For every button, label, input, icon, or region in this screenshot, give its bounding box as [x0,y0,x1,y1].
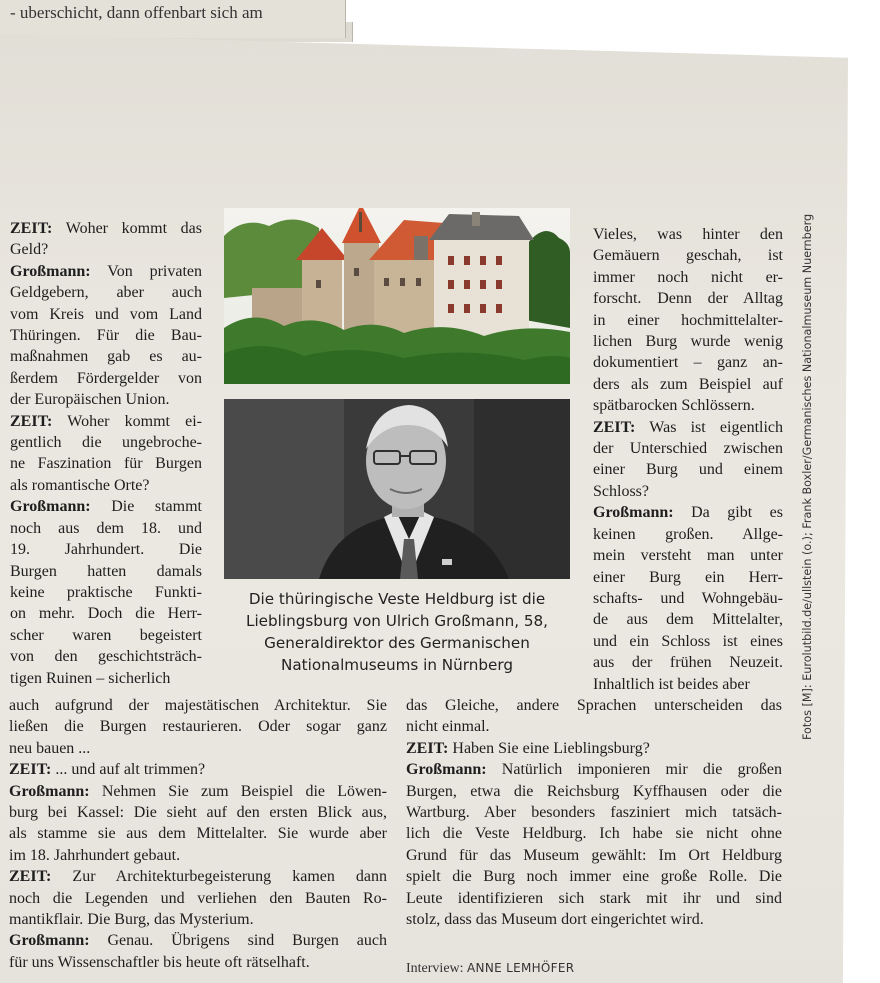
line-text: ders als zum Beispiel auf [593,375,783,393]
caption-line: Generaldirektor des Germanischen [264,634,530,652]
line-text: Da gibt es [673,504,783,522]
line-text: mein versteht man unter [593,547,783,565]
text-line [10,496,202,517]
text-line [593,310,783,331]
text-line [593,331,783,352]
text-line [10,389,202,410]
text-line [10,582,202,603]
text-line [593,674,783,695]
line-text: einer Burg und einem [593,461,783,479]
line-text: Die stammt [90,498,202,516]
left-column [10,218,202,689]
text-line [406,909,782,930]
text-line [406,866,782,887]
line-text: keinen großen. Allge- [593,525,783,543]
speaker-label: ZEIT: [9,761,52,779]
line-text: Wartburg. Aber besonders fasziniert mich tatsäch- [406,804,782,822]
line-text: tigen Ruinen – sicherlich [10,669,171,687]
line-text: als romantische Orte? [10,476,150,494]
text-line [593,545,783,566]
caption-line: Die thüringische Veste Heldburg ist die [248,590,546,608]
line-text: burg bei Kassel: Die sieht auf den ersten Blick aus, [9,804,387,822]
byline [406,961,574,977]
text-line [10,668,202,689]
text-line [9,888,387,909]
line-text: von den geschichtsträch- [10,648,202,666]
text-line [593,502,783,523]
text-line [593,438,783,459]
text-line [9,738,387,759]
speaker-label: Großmann: [10,262,91,280]
text-line [406,845,782,866]
text-line [10,368,202,389]
line-text: Geldgebern, aber auch [10,284,202,302]
speaker-label: Großmann: [9,932,90,950]
text-line [10,261,202,282]
speaker-label: ZEIT: [10,220,53,237]
text-line [593,395,783,416]
line-text: Burgen, etwa die Reichsburg Kyffhausen oder die [406,782,782,800]
speaker-label: ZEIT: [593,418,636,436]
text-line [593,374,783,395]
speaker-label: ZEIT: [10,412,53,430]
text-line [10,325,202,346]
castle-photo [224,208,570,384]
text-line [406,738,782,759]
background-clipping-text: - uberschicht, dann offenbart sich am [10,3,263,22]
speaker-label: Großmann: [406,761,487,779]
line-text: und ein Schloss ist eines [593,632,783,650]
text-line [406,759,782,780]
line-text: schafts- und Wohngebäu- [593,589,783,607]
text-line [593,567,783,588]
text-line [9,716,387,737]
line-text: dokumentiert – ganz an- [593,354,783,372]
line-text: Gemäuern geschah, ist [593,247,783,265]
line-text: Thüringen. Für die Bau- [10,327,202,345]
line-text: aus der frühen Neuzeit. [593,654,783,672]
text-line [593,267,783,288]
portrait-photo [224,399,570,579]
line-text: immer noch nicht er- [593,268,783,286]
line-text: Inhaltlich ist beides aber [593,675,750,693]
text-line [10,561,202,582]
text-line [593,588,783,609]
right-column-top [593,224,783,695]
text-line [10,603,202,624]
line-text: im 18. Jahrhundert gebaut. [9,846,181,864]
text-line [593,288,783,309]
line-text: 19. Jahrhundert. Die [10,541,202,559]
background-clipping [0,0,346,38]
portrait-illustration [224,399,570,579]
line-text: Grund für das Museum gewählt: Im Ort Heldburg [406,846,782,864]
line-text: Haben Sie eine Lieblingsburg? [448,739,650,757]
castle-illustration [224,208,570,384]
text-line [10,625,202,646]
line-text: gentlich die ungebroche- [10,434,202,452]
text-line [593,245,783,266]
line-text: Nehmen Sie zum Beispiel die Löwen- [89,782,387,800]
speaker-label: ZEIT: [9,868,52,886]
line-text: ließen die Burgen restaurieren. Oder sogar ganz [9,718,387,736]
text-line [10,282,202,303]
text-line [406,716,782,737]
line-text: mantikflair. Die Burg, das Mysterium. [9,911,254,929]
text-line [10,346,202,367]
text-line [9,845,387,866]
line-text: der Europäischen Union. [10,391,170,409]
text-line [10,411,202,432]
line-text: Burgen hatten damals [10,562,202,580]
line-text: Vieles, was hinter den [593,226,783,243]
line-text: scher waren begeistert [10,626,202,644]
line-text: forscht. Denn der Alltag [593,290,783,308]
line-text: Was ist eigentlich [635,418,783,436]
text-line [406,695,782,716]
caption-line: Nationalmuseums in Nürnberg [281,656,513,674]
line-text: ne Faszination für Burgen [10,455,202,473]
text-line [406,802,782,823]
text-line [593,524,783,545]
line-text: keine praktische Funkti- [10,583,202,601]
text-line [406,823,782,844]
text-line [9,930,387,951]
line-text: Natürlich imponieren mir die großen [486,761,782,779]
line-text: spielt die Burg noch immer eine große Rolle. Die [406,868,782,886]
line-text: Geld? [10,241,49,259]
line-text: Genau. Übrigens sind Burgen auch [89,932,387,950]
line-text: Woher kommt das [52,220,202,237]
speaker-label: Großmann: [10,498,91,516]
text-line [9,866,387,887]
text-line [10,646,202,667]
text-line [10,453,202,474]
text-line [10,432,202,453]
line-text: ... und auf alt trimmen? [51,761,206,779]
line-text: de aus dem Mittelalter, [593,611,783,629]
photo-credit-text: Fotos [M]: Eurolutbild.de/ullstein (o.); Frank Boxler/Germanisches Nationalmuseum Nuernberg [801,213,814,740]
text-line [593,352,783,373]
caption-line: Lieblingsburg von Ulrich Großmann, 58, [245,612,549,630]
line-text: maßnahmen gab es au- [10,348,202,366]
text-line [10,239,202,260]
line-text: vom Kreis und vom Land [10,305,202,323]
text-line [10,539,202,560]
text-line [593,459,783,480]
text-line [593,224,783,245]
line-text: Schloss? [593,482,649,500]
line-text: der Unterschied zwischen [593,440,783,458]
line-text: Von privaten [90,262,202,280]
text-line [406,888,782,909]
text-line [593,609,783,630]
line-text: lich die Veste Heldburg. Ich habe sie nicht ohne [406,825,782,843]
speaker-label: Großmann: [9,782,90,800]
text-line [10,218,202,239]
line-text: Woher kommt ei- [52,412,202,430]
photo-caption [224,588,570,676]
text-line [9,802,387,823]
line-text: ßerdem Fördergelder von [10,369,202,387]
photo-credit [783,213,814,742]
text-line [406,781,782,802]
right-column-bottom [406,695,782,930]
line-text: lichen Burg wurde wenig [593,333,783,351]
text-line [593,481,783,502]
line-text: stolz, dass das Museum dort eingerichtet wird. [406,911,704,929]
text-line [10,518,202,539]
line-text: einer Burg ein Herr- [593,568,783,586]
line-text: Zur Architekturbegeisterung kamen dann [51,868,387,886]
line-text: spätbarocken Schlössern. [593,397,755,415]
text-line [9,952,387,973]
text-line [9,759,387,780]
line-text: das Gleiche, andere Sprachen unterscheiden das [406,697,782,714]
line-text: noch aus dem 18. und [10,519,202,537]
text-line [9,781,387,802]
line-text: nicht einmal. [406,718,490,736]
speaker-label: ZEIT: [406,739,449,757]
line-text: für uns Wissenschaftler bis heute oft rätselhaft. [9,953,310,971]
middle-column [9,695,387,973]
text-line [593,631,783,652]
line-text: on mehr. Doch die Herr- [10,605,202,623]
text-line [10,304,202,325]
line-text: als stamme sie aus dem Mittelalter. Sie wurde aber [9,825,387,843]
line-text: auch aufgrund der majestätischen Architektur. Sie [9,697,387,714]
speaker-label: Großmann: [593,504,674,522]
byline-label: Interview: [406,961,464,976]
text-line [9,695,387,716]
line-text: noch die Legenden und verliehen den Bauten Ro- [9,889,387,907]
line-text: neu bauen ... [9,739,91,757]
line-text: in einer hochmittelalter- [593,311,783,329]
text-line [9,909,387,930]
byline-name: ANNE LEMHÖFER [467,961,575,975]
text-line [593,652,783,673]
line-text: Leute identifizieren sich stark mit ihr und sind [406,889,782,907]
text-line [9,823,387,844]
text-line [10,475,202,496]
text-line [593,417,783,438]
